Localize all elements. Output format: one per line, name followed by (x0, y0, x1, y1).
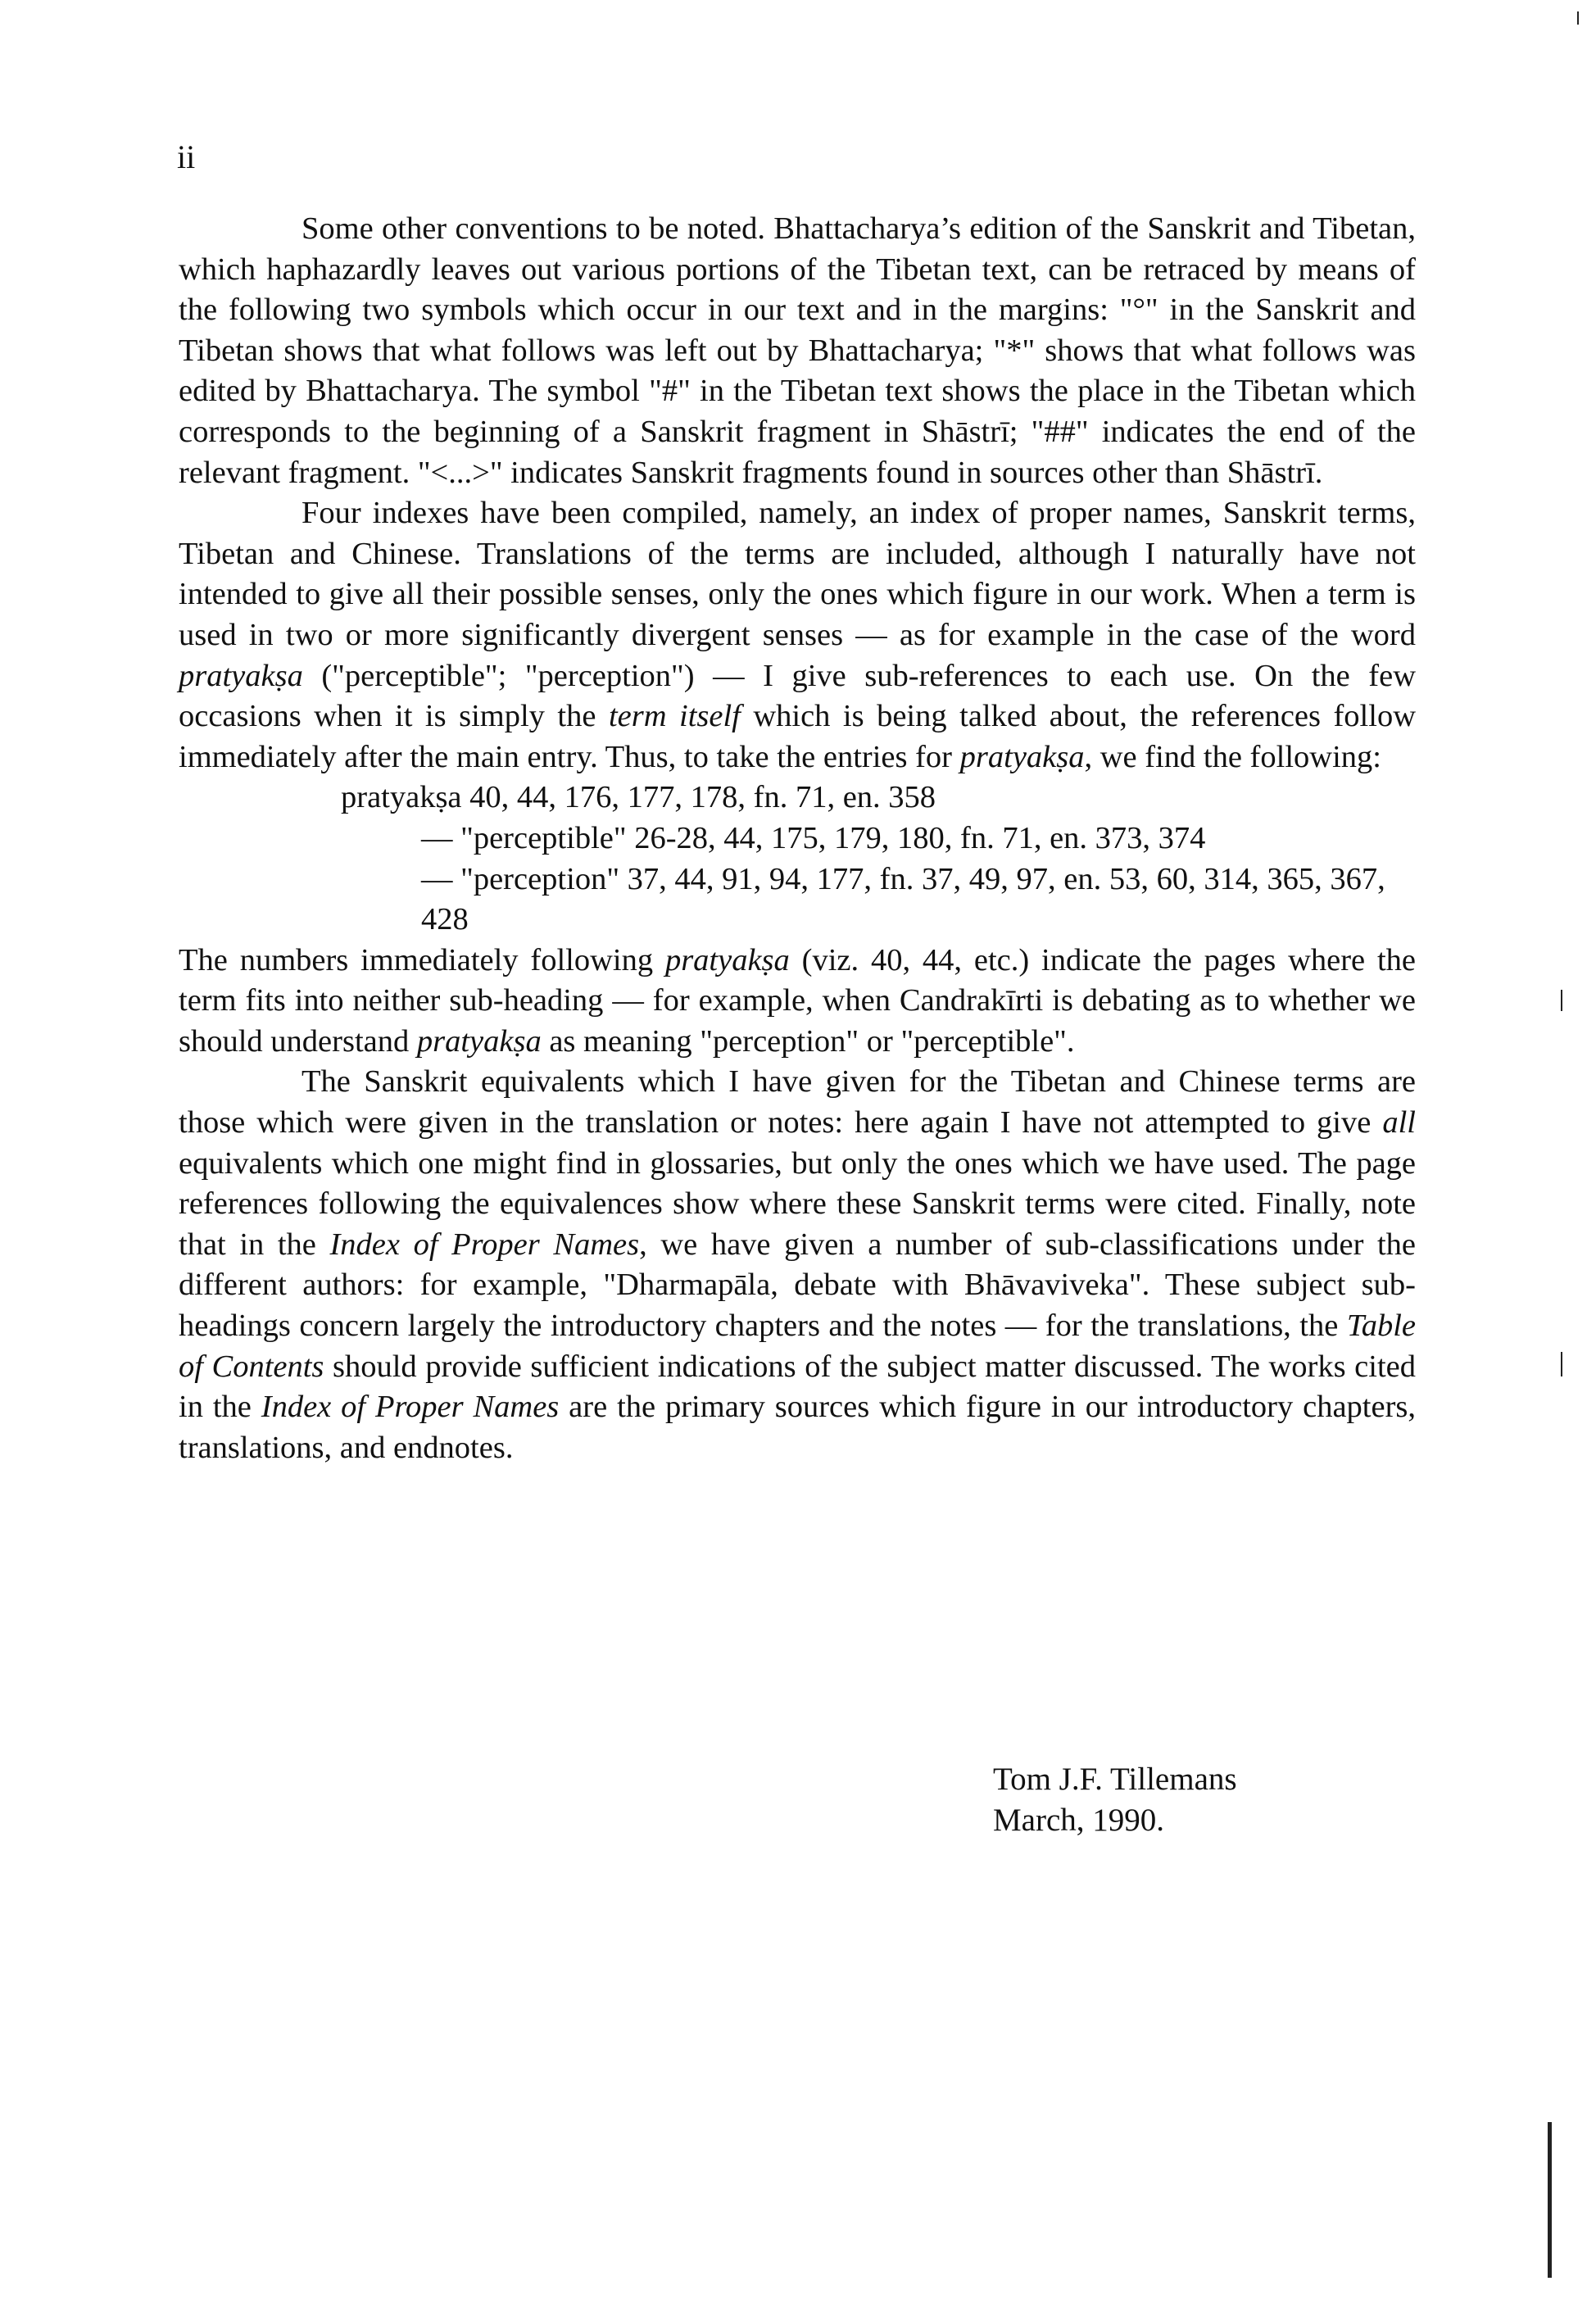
scan-margin-mark (1548, 2122, 1552, 2278)
paragraph-equivalents (179, 1062, 1416, 1468)
author-name: Tom J.F. Tillemans (993, 1762, 1237, 1797)
italic-term: pratyakṣa (179, 658, 303, 693)
italic-term: pratyakṣa (664, 942, 790, 977)
text-run: which is being talked about, the references follow immediately after the main entry. Thus, to take the entries for (179, 699, 1416, 774)
text-run: The numbers immediately following (179, 942, 665, 977)
scan-margin-mark (1561, 1352, 1562, 1376)
text-run: equivalents which one might find in glossaries, but only the ones which we have used. The page references following the equivalences show where these Sanskrit terms were cited. Finally, note that in the (179, 1145, 1416, 1262)
text-run: ("perceptible"; "perception") — I give sub-references to each use. On the few occasions when it is simply the (179, 658, 1416, 734)
paragraph-indexes (179, 493, 1416, 778)
index-entry-main: pratyakṣa 40, 44, 176, 177, 178, fn. 71, en. 358 (341, 780, 936, 815)
italic-title: Index of Proper Names (261, 1390, 560, 1425)
paragraph-conventions: Some other conventions to be noted. Bhattacharya’s edition of the Sanskrit and Tibetan, which haphazardly leaves out various portions of the Tibetan text, can be retraced by means of the following two symbols which occur in our text and in the margins: "°" in the Sanskrit and Tibetan shows that what follows was left out by Bhattacharya; "*" shows that what follows was edited by Bhattacharya. The symbol "#" in the Tibetan text shows the place in the Tibetan which corresponds to the beginning of a Sanskrit fragment in Shāstrī; "##" indicates the end of the relevant fragment. "<...>" indicates Sanskrit fragments found in sources other than Shāstrī. (179, 211, 1416, 490)
italic-term: pratyakṣa (959, 739, 1085, 774)
text-run: , we have given a number of sub-classifications under the different authors: for example, "Dharmapāla, debate with Bhāvaviveka". These subject sub-headings concern largely the introductory chapters and the notes — for the translations, the (179, 1227, 1417, 1344)
text-run: should provide sufficient indications of the subject matter discussed. The works cited in the (179, 1349, 1417, 1425)
signature-date: March, 1990. (993, 1803, 1165, 1838)
paragraph-explanation (179, 941, 1416, 1063)
index-entry-sub-perception: — "perception" 37, 44, 91, 94, 177, fn. 37, 49, 97, en. 53, 60, 314, 365, 367, 428 (421, 861, 1385, 937)
signature-block (993, 1759, 1237, 1841)
index-entry-sub-perceptible: — "perceptible" 26-28, 44, 175, 179, 180, fn. 71, en. 373, 374 (421, 820, 1206, 855)
italic-title: Table of Contents (179, 1308, 1416, 1384)
preface-body (179, 209, 1416, 1468)
scan-margin-mark (1577, 11, 1579, 25)
text-run: (viz. 40, 44, etc.) indicate the pages where the term fits into neither sub-heading — for example, when Candrakīrti is debating as to whether we should understand (179, 942, 1416, 1059)
text-run: are the primary sources which figure in our introductory chapters, translations, and endnotes. (179, 1390, 1416, 1465)
italic-title: Index of Proper Names (329, 1227, 640, 1262)
scan-margin-mark (1561, 990, 1562, 1011)
italic-term: term itself (608, 699, 741, 734)
text-run: as meaning "perception" or "perceptible". (541, 1023, 1075, 1059)
text-run: , we find the following: (1084, 739, 1381, 774)
text-run: Four indexes have been compiled, namely, an index of proper names, Sanskrit terms, Tibetan and Chinese. Translations of the terms are included, although I naturally have not intended to give all their possible senses, only the ones which figure in our work. When a term is used in two or more significantly divergent senses — as for example in the case of the word (179, 496, 1416, 652)
page-number: ii (177, 138, 196, 175)
italic-term: pratyakṣa (416, 1023, 542, 1059)
italic-term: all (1382, 1105, 1416, 1141)
text-run: The Sanskrit equivalents which I have given for the Tibetan and Chinese terms are those which were given in the translation or notes: here again I have not attempted to give (179, 1064, 1416, 1141)
